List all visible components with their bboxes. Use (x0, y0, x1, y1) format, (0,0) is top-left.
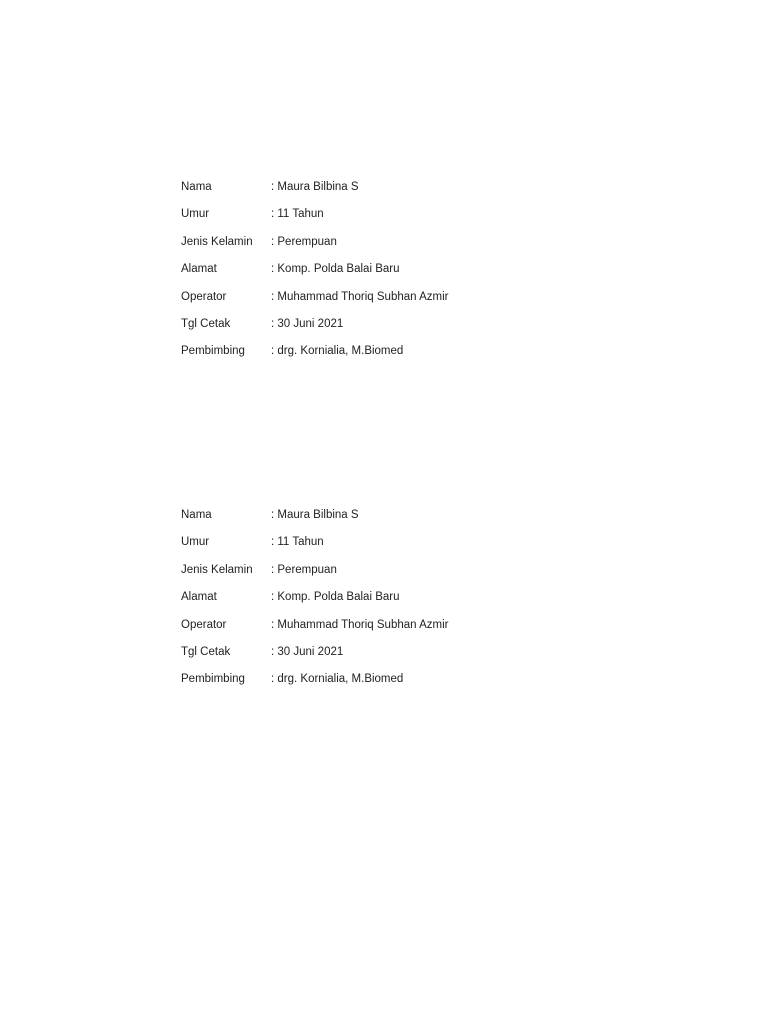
field-value: : Perempuan (271, 563, 337, 576)
field-label: Tgl Cetak (181, 317, 231, 330)
info-row-umur (181, 206, 601, 233)
field-value: : Komp. Polda Balai Baru (271, 591, 400, 604)
field-value: : drg. Kornialia, M.Biomed (271, 345, 404, 358)
field-value: : Muhammad Thoriq Subhan Azmir (271, 618, 449, 631)
field-value: : Maura Bilbina S (271, 181, 359, 193)
info-row-operator (181, 617, 601, 644)
info-row-nama (181, 179, 601, 206)
info-row-pembimbing (181, 671, 601, 698)
info-row-tgl-cetak (181, 316, 601, 343)
field-label: Pembimbing (181, 673, 245, 686)
info-row-jenis-kelamin (181, 234, 601, 261)
field-label: Operator (181, 618, 227, 631)
field-value: : drg. Kornialia, M.Biomed (271, 673, 404, 686)
info-row-nama (181, 507, 601, 534)
info-row-alamat (181, 261, 601, 288)
field-label: Operator (181, 290, 227, 303)
field-label: Jenis Kelamin (181, 235, 253, 248)
info-row-umur (181, 534, 601, 561)
info-row-operator (181, 289, 601, 316)
info-row-jenis-kelamin (181, 562, 601, 589)
info-row-tgl-cetak (181, 644, 601, 671)
field-label: Umur (181, 536, 210, 549)
field-label: Alamat (181, 263, 217, 276)
patient-info-block-2 (181, 507, 601, 699)
field-value: : Komp. Polda Balai Baru (271, 263, 400, 276)
field-value: : 11 Tahun (271, 208, 324, 221)
field-label: Nama (181, 509, 212, 521)
field-label: Nama (181, 181, 212, 193)
field-value: : 30 Juni 2021 (271, 317, 344, 330)
info-row-alamat (181, 589, 601, 616)
field-value: : 30 Juni 2021 (271, 645, 344, 658)
field-value: : Perempuan (271, 235, 337, 248)
field-label: Pembimbing (181, 345, 245, 358)
field-label: Tgl Cetak (181, 645, 231, 658)
field-value: : Muhammad Thoriq Subhan Azmir (271, 290, 449, 303)
field-label: Alamat (181, 591, 217, 604)
field-value: : Maura Bilbina S (271, 509, 359, 521)
field-label: Umur (181, 208, 210, 221)
field-label: Jenis Kelamin (181, 563, 253, 576)
info-row-pembimbing (181, 343, 601, 370)
field-value: : 11 Tahun (271, 536, 324, 549)
patient-info-block-1 (181, 179, 601, 371)
